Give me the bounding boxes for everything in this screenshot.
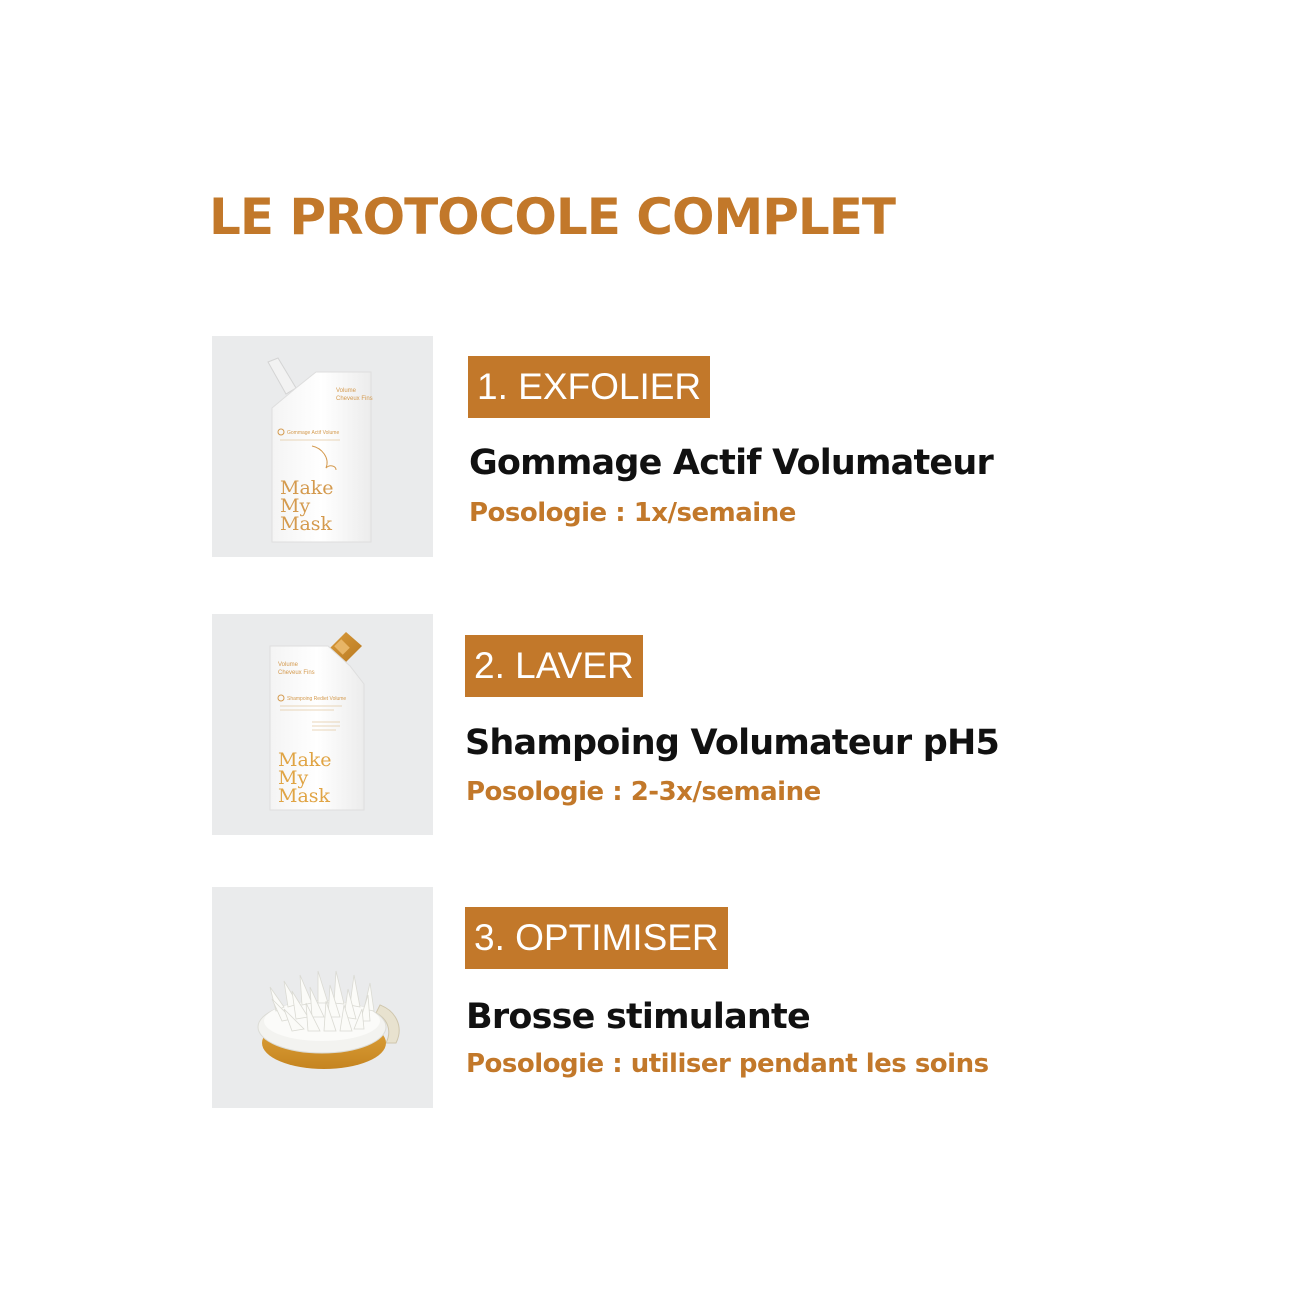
pouch-1-brand: Make My Mask: [280, 477, 334, 535]
pouch-1-label-line2: Cheveux Fins: [336, 396, 373, 402]
step-3-badge: 3. OPTIMISER: [465, 907, 728, 969]
step-3-product-image: [212, 887, 433, 1108]
scrub-pouch-icon: [212, 336, 433, 557]
pouch-2-label-line2: Cheveux Fins: [278, 670, 315, 676]
pouch-2-label-line1: Volume: [278, 662, 299, 668]
step-1-badge: 1. EXFOLIER: [468, 356, 710, 418]
pouch-2-brand: Make My Mask: [278, 749, 332, 807]
pouch-1-label-line1: Volume: [336, 388, 357, 394]
pouch-2-product-label: Shampoing Rediet Volume: [287, 696, 347, 702]
step-3-product-name: Brosse stimulante: [466, 997, 810, 1037]
step-2-badge: 2. LAVER: [465, 635, 643, 697]
scalp-brush-icon: [212, 887, 433, 1108]
step-1-product-name: Gommage Actif Volumateur: [469, 443, 993, 483]
step-2-dosage: Posologie : 2-3x/semaine: [466, 777, 821, 807]
step-3-dosage: Posologie : utiliser pendant les soins: [466, 1049, 989, 1079]
step-2-product-image: [212, 614, 433, 835]
pouch-1-product-label: Gommage Actif Volume: [287, 430, 340, 436]
step-1-product-image: [212, 336, 433, 557]
step-1-dosage: Posologie : 1x/semaine: [469, 498, 796, 528]
shampoo-pouch-icon: [212, 614, 433, 835]
page-title: LE PROTOCOLE COMPLET: [209, 188, 896, 246]
step-2-product-name: Shampoing Volumateur pH5: [465, 723, 1000, 763]
